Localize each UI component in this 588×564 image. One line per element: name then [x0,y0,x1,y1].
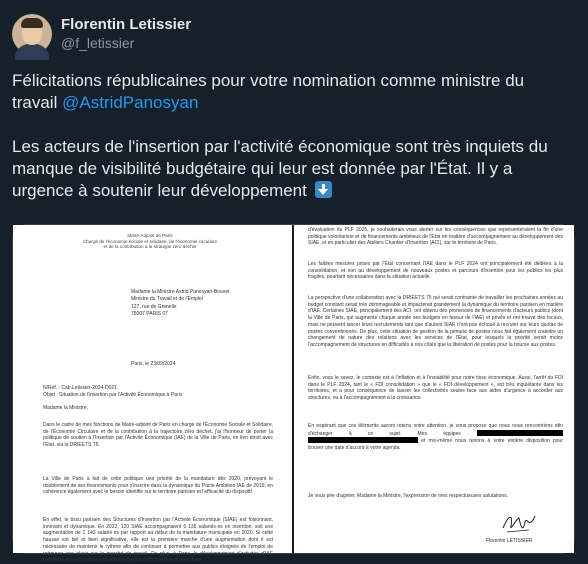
letterhead-line-3: et de la contribution à la stratégie zéro déchet [103,244,197,250]
letter-date: Paris, le 23/09/2024 [131,361,176,367]
letterhead [65,233,235,250]
signer-name: Florentin LETISSIER [486,538,533,544]
down-arrow-emoji-icon [315,181,332,198]
closing-text-2: et moi-même nous tenons à votre entière disposition pour trouver une date d'accord à votre agenda. [308,438,563,452]
letter-paragraph-closing [308,423,563,452]
recipient-line: Madame la Ministre Astrid Panosyan-Bouvet [131,289,230,295]
redacted-block [477,430,563,436]
letter-ref: N/Réf. : Cab.Letissier-2024-D021 [43,385,117,391]
tweet-paragraph-2 [12,136,572,202]
recipient-line: 75007 PARIS 07 [131,310,168,317]
letter-paragraph: d'évaluation du PLF 2025, je souhaiterais vous alerter sur les conséquences que représenteraient la fin d'une politique volontariste et de financements ambitieux de l'État en matière d'accompagnement au développement des SIAE, et en particulier des Ateliers Chantier d'Insertion (ACI), sur le territoire de Paris. [308,227,563,247]
letterhead-line-1: Maire-Adjoint de Paris [127,233,173,238]
letter-recipient [131,289,271,318]
letter-page-2 [294,225,574,553]
mention-link[interactable]: @AstridPanosyan [62,93,199,112]
letter-paragraph: En effet, le tissu parisien des Structures d'Insertion par l'Activité Économique (SIAE) est foisonnant, innovant et dynamique. En 2022, 120 SIAE accompagnaient 6 135 salariés·es en insertion, soit une augmentation de 1 143 salarié·es par rapport au début de la mandature municipale en 2020. Si cette hausse est bel et bien significative, elle est la première marche d'une augmentation dont il est nécessaire de maintenir le rythme afin de continuer à permettre aux publics éloignés de l'emploi de retrouver une place sur le marché du travail. De plus, à Paris, le développement d'activités d'IAE contribue à la nécessaire transition écologique du système économique. [43,517,273,564]
avatar[interactable] [12,14,52,54]
tweet-paragraph-1 [12,70,572,114]
tweet-header [12,10,576,58]
letter-reference [43,385,273,398]
letterhead-line-2: Chargé de l'économie sociale et solidaire, de l'économie circulaire [82,238,218,244]
author-names [61,15,191,53]
tweet-text [12,70,572,202]
letter-paragraph: Les faibles mesures prises par l'État concernant l'IAE dans le PLF 2024 ont principalement été dédiées à la consolidation, et non au développement de nouveaux postes et parcours d'insertion pour les publics les plus fragiles, pourtant nécessaires dans la situation actuelle. [308,261,563,281]
letter-page-1 [13,225,294,564]
letter-objet: Objet : Situation de l'insertion par l'Activité Économique à Paris [43,391,183,398]
letter-paragraph: Dans le cadre de mes fonctions de Maire-adjoint de Paris en charge de l'Économie Sociale et Solidaire, de l'Économie Circulaire et de la contribution à la trajectoire zéro déchet, j'ai l'honneur de porter la politique de soutien à l'Insertion par l'Activité Économique (IAE) de la Ville de Paris, en lien étroit avec l'État, via la DRIEETS 75. [43,422,273,449]
letter-paragraph: La perspective d'une collaboration avec la DRIEETS 75 qui serait contrainte de travailler les prochaines années au budget constant serait très dommageable et impacterait grandement la dynamique du territoire parisien en matière d'IAE. Certaines SIAE, principalement des ACI, ont obtenu des promesses de financements d'acteurs publics (dont la Ville de Paris, qui augmente chaque année ses budgets en faveur de l'IAE) et privés et ont trouvé des locaux, mais ne peuvent lancer leurs recrutements tant que d'autres SIAE n'ont pas échoué à recruter sur leurs quotas de postes conventionnés. De plus, cette situation de gestion de la pénurie de postes nous fait également craindre un changement de nature des relations avec les services de l'État, pour lesquels la priorité serait moins l'accompagnement de structures en difficultés à nos côtés que la libération de postes pour la bourse aux postes. [308,295,563,348]
author-display-name[interactable]: Florentin Letissier [61,16,192,33]
avatar-shirt [15,44,49,60]
redacted-block [308,437,418,443]
tweet-paragraph-2-text: Les acteurs de l'insertion par l'activité économique sont très inquiets du manque de visibilité budgétaire qui leur est donnée par l'État. Il y a urgence à soutenir leur développement [12,137,548,200]
signature-icon [499,510,539,536]
letter-paragraph: La Ville de Paris a fait de cette politique une priorité de la mandature dès 2020, prévoyant le doublement de ses financements pour s'inscrire dans la dynamique du Pacte Ambition IAE de 2019, en cohérence également avec le besoin identifié sur le territoire parisien et l'efficacité du dispositif. [43,476,273,496]
letter-paragraph: Je vous prie d'agréer, Madame la Ministre, l'expression de mes respectueuses salutations. [308,493,509,499]
tweet-media-image[interactable] [12,224,575,564]
letter-paragraph: Enfin, vous le savez, le contexte est à l'inflation et à l'instabilité pour notre tissu économique. Aussi, l'arrêt du FDI dans le PLF 2024, tant le « FDI consolidation » que le « FDI développement », est très inquiétante dans les territoires, et a pour conséquence de laisser les collectivités seules face aux aides d'urgence à accorder aux structures, ou à l'accompagnement à la croissance. [308,375,563,402]
closing-text-1: En espérant que ces éléments auront retenu votre attention, je vous propose que nous nous rencontrions afin d'échanger à ce sujet. Mes équipes [308,423,563,437]
tweet-paragraph-1-text: Félicitations républicaines pour votre nomination comme ministre du travail [12,71,525,112]
author-handle[interactable]: @f_letissier [61,35,135,51]
letter-salutation: Madame la Ministre, [43,405,89,411]
recipient-line: Ministre du Travail et de l'Emploi [131,296,203,303]
recipient-line: 127, rue de Grenelle [131,303,177,310]
avatar-hair [21,18,43,28]
